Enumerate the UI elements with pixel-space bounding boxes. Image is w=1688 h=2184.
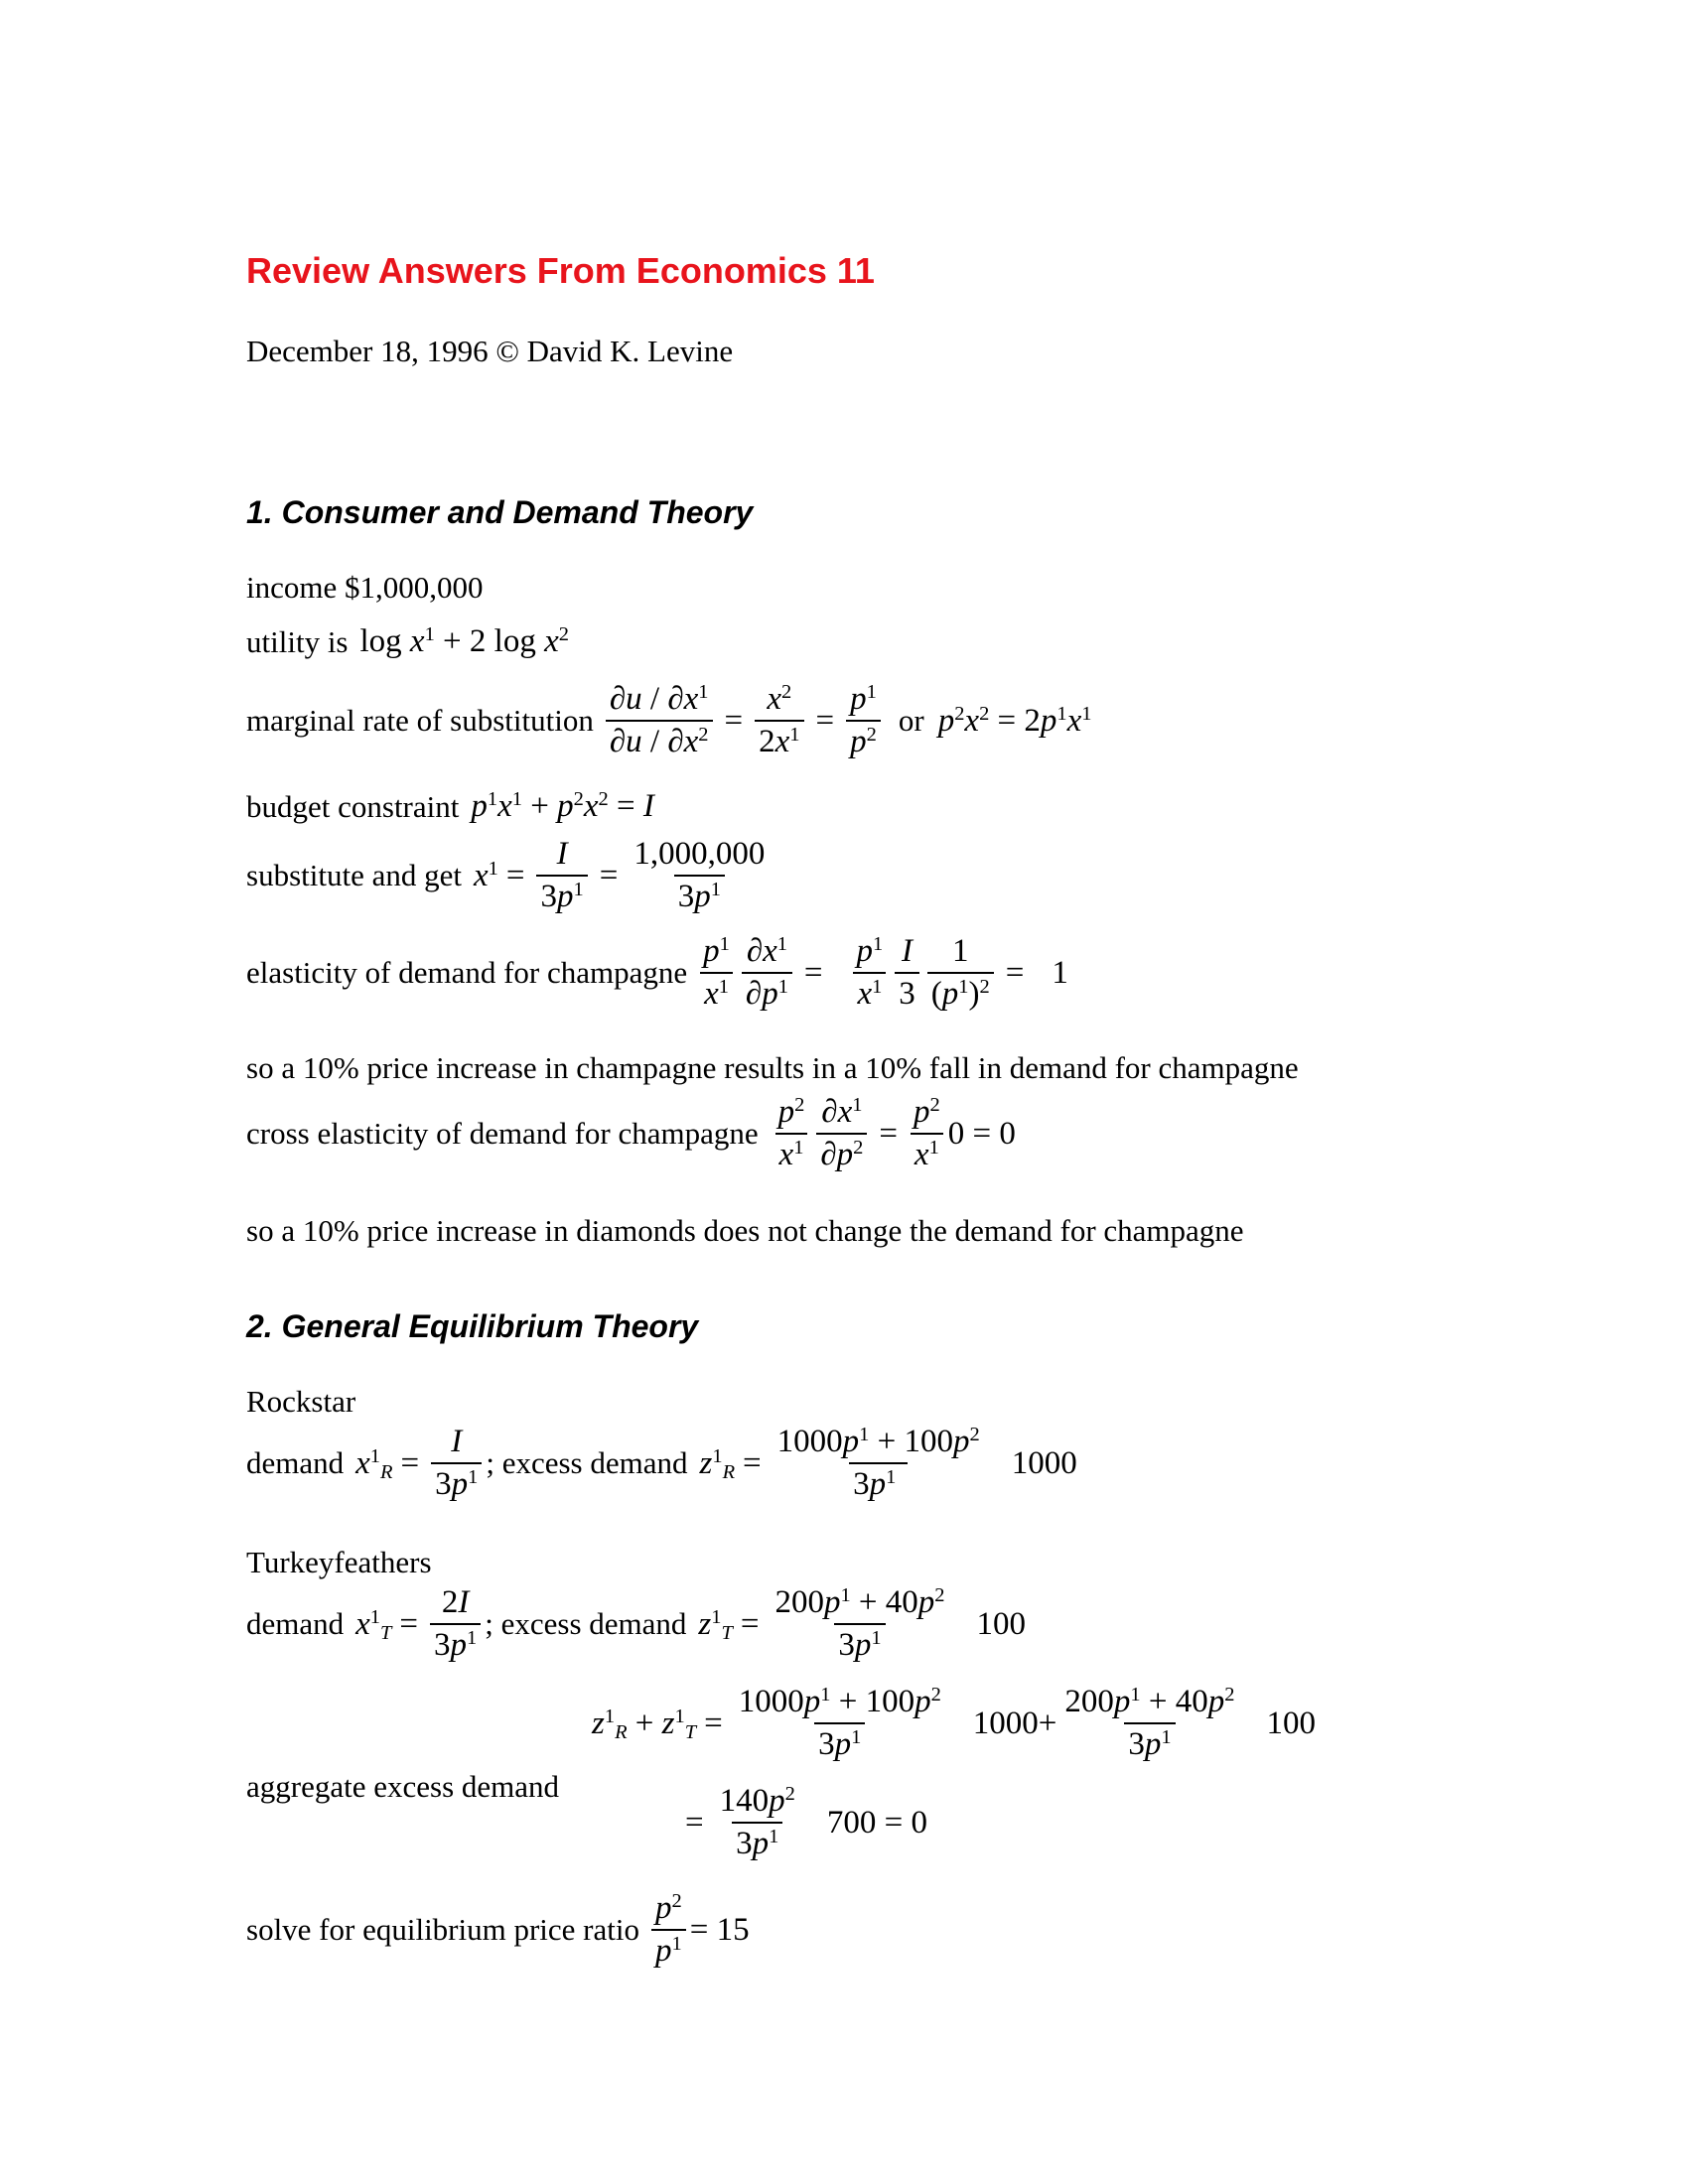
mrs-label: marginal rate of substitution [246, 703, 594, 738]
cross-label: cross elasticity of demand for champagne [246, 1116, 759, 1151]
mrs-fraction-1: $\frac{\partial u / \partial x^1}{\partial u / \partial x^2}$ [606, 681, 713, 760]
utility-label: utility is [246, 623, 349, 659]
turkeyfeathers-label: Turkeyfeathers [246, 1545, 432, 1579]
utility-line [246, 623, 569, 660]
aggregate-line-2: = $\frac{140p^2}{3p^1}$ 700 = 0 [685, 1782, 927, 1861]
mrs-fraction-3: $\frac{p^1}{p^2}$ [846, 681, 881, 760]
budget-line [246, 788, 654, 825]
budget-formula: $p^1x^1 + p^2x^2 = I$ [471, 787, 654, 824]
or-word: or [898, 703, 924, 738]
solve-line: solve for equilibrium price ratio $\frac{p^2}{p^1}$ = 15 [246, 1889, 750, 1969]
utility-formula: $\log x^1 + 2$ $\log x^2$ [359, 622, 569, 659]
turkeyfeathers-trailing-value: 100 [976, 1605, 1027, 1642]
demand-label: demand [246, 1445, 345, 1480]
mrs-equivalent: $p^2x^2 = 2p^1x^1$ [937, 702, 1092, 739]
aggregate-line-1: $z^1_R + z^1_T$ = $\frac{1000p^1 + 100p^2}{3p^1}$ 1000+ $\frac{200p^1 + 40p^2}{3p^1}$ 100 [592, 1683, 1316, 1762]
aggregate-excess-demand-label: aggregate excess demand [246, 1769, 560, 1804]
solve-label: solve for equilibrium price ratio [246, 1912, 639, 1947]
aggregate-mid-term: 1000+ [972, 1705, 1057, 1741]
section-heading-equilibrium: 2. General Equilibrium Theory [246, 1308, 699, 1344]
excess-demand-label: ; excess demand [486, 1445, 688, 1480]
subst-fraction-2: $\frac{1,000,000}{3p^1}$ [633, 836, 766, 914]
section-heading-consumer: 1. Consumer and Demand Theory [246, 494, 754, 530]
solve-result: = 15 [689, 1911, 750, 1948]
subst-fraction-1: $\frac{I}{3p^1}$ [536, 836, 587, 915]
substitute-label: substitute and get [246, 858, 462, 892]
elasticity-result: 1 [1052, 954, 1068, 991]
mrs-fraction-2: $\frac{x^2}{2x^1}$ [755, 681, 803, 760]
note-price-increase: so a 10% price increase in champagne results in a 10% fall in demand for champagne [246, 1050, 1299, 1085]
rockstar-label: Rockstar [246, 1384, 356, 1419]
elasticity-label: elasticity of demand for champagne [246, 955, 688, 990]
income-line: income $1,000,000 [246, 570, 484, 605]
budget-label: budget constraint [246, 788, 460, 824]
excess-demand-label: ; excess demand [485, 1606, 687, 1641]
cross-elasticity-line: cross elasticity of demand for champagne $\frac{p^2}{x^1}$ $\frac{\partial x^1}{\partial p^2}$ = $\frac{p^2}{x^1}$ 0 = 0 [246, 1093, 1016, 1172]
turkeyfeathers-demand-line: demand $x^1_T$ = $\frac{2I}{3p^1}$ ; excess demand $z^1_T$ = $\frac{200p^1 + 40p^2}{3p^1}$ 100 [246, 1583, 1027, 1663]
mrs-line: marginal rate of substitution $\frac{\partial u / \partial x^1}{\partial u / \partial x^2}$ = $\frac{x^2}{2x^1}$ = $\frac{p^1}{p^2}$ or $p^2x^2 = 2p^1x^1$ [246, 680, 1092, 759]
date-author-line: December 18, 1996 © David K. Levine [246, 334, 734, 368]
rockstar-trailing-value: 1000 [1011, 1444, 1077, 1481]
demand-label: demand [246, 1606, 345, 1641]
document-title: Review Answers From Economics 11 [246, 250, 875, 291]
rockstar-demand-line: demand $x^1_R$ = $\frac{I}{3p^1}$ ; excess demand $z^1_R$ = $\frac{1000p^1 + 100p^2}{3p^1}$ 1000 [246, 1423, 1077, 1502]
aggregate-result: 700 = 0 [826, 1804, 927, 1841]
substitute-line: substitute and get $x^1$ = $\frac{I}{3p^1}$ = $\frac{1,000,000}{3p^1}$ [246, 836, 773, 915]
aggregate-tail-term: 100 [1266, 1705, 1316, 1741]
elasticity-line: elasticity of demand for champagne $\frac{p^1}{x^1}$ $\frac{\partial x^1}{\partial p^1}$ = $\frac{p^1}{x^1}$ $\frac{I}{3}$ $\frac{1}{(p^1)^2}$ = 1 [246, 932, 1068, 1012]
note-diamonds: so a 10% price increase in diamonds does not change the demand for champagne [246, 1213, 1244, 1248]
